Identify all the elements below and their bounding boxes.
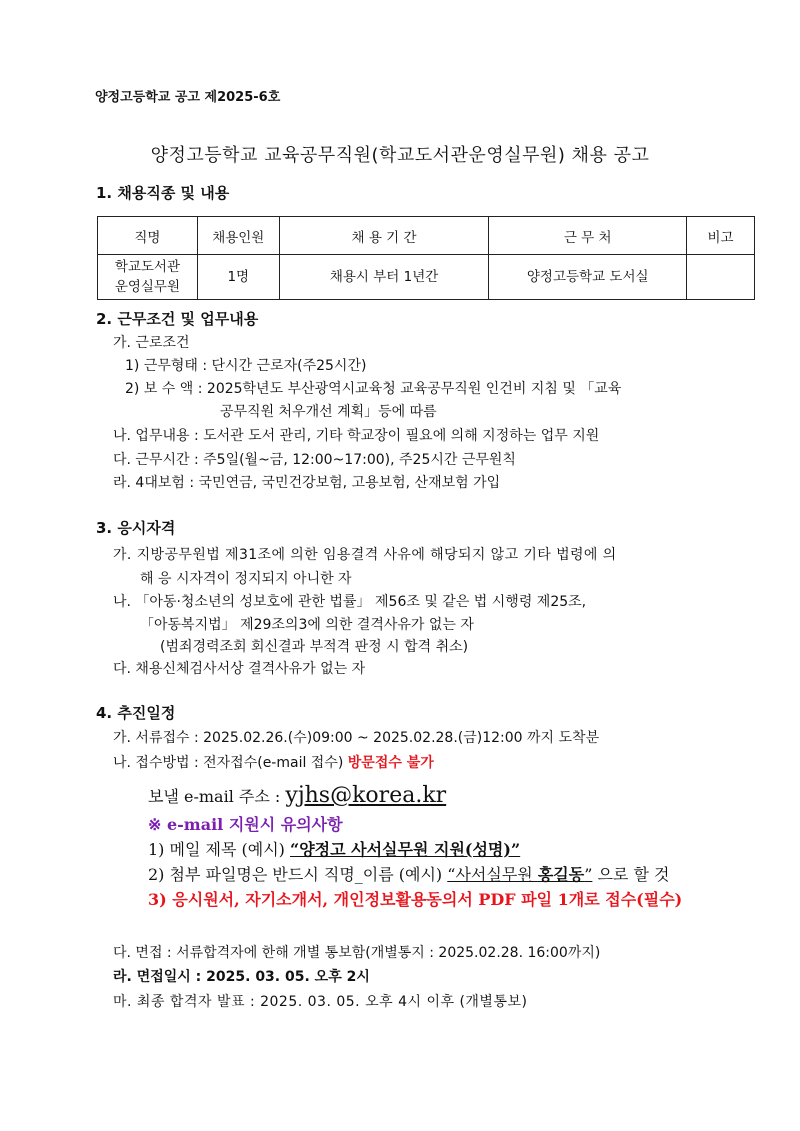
item2-suffix: 으로 할 것 (592, 865, 670, 884)
document-number: 양정고등학교 공고 제2025-6호 (95, 90, 281, 105)
s4-na (113, 754, 434, 772)
email-label: 보낼 e-mail 주소 : (148, 787, 286, 806)
visit-not-allowed-warning: 방문접수 불가 (347, 755, 434, 771)
position-line-2: 운영실무원 (114, 279, 181, 295)
s3-ga-line2: 해 응 시자격이 정지되지 아니한 자 (140, 571, 352, 587)
item2-example-name: 홍길동 (537, 865, 585, 884)
s2-ga: 가. 근로조건 (113, 335, 190, 351)
s2-ga-1: 1) 근무형태 : 단시간 근로자(주25시간) (125, 358, 367, 374)
cell-note (687, 255, 755, 300)
section-2-heading: 2. 근무조건 및 업무내용 (96, 310, 259, 328)
cell-count: 1명 (197, 255, 279, 300)
email-line (148, 784, 446, 809)
page-title: 양정고등학교 교육공무직원(학교도서관운영실무원) 채용 공고 (150, 145, 650, 166)
email-item-3 (148, 891, 682, 909)
s2-ra: 라. 4대보험 : 국민연금, 국민건강보험, 고용보험, 산재보험 가입 (113, 475, 501, 491)
s3-na-line1: 나. 「아동·청소년의 성보호에 관한 법률」 제56조 및 같은 법 시행령 제25조, (113, 594, 587, 610)
s3-na-line3: (범죄경력조회 회신결과 부적격 판정 시 합격 취소) (160, 639, 469, 655)
header-count: 채용인원 (197, 217, 279, 255)
email-address-link[interactable]: yjhs@korea.kr (285, 783, 447, 808)
s3-ga-line1: 가. 지방공무원법 제31조에 의한 임용결격 사유에 해당되지 않고 기타 법령에 의 (113, 547, 617, 563)
table-header-row (98, 217, 755, 255)
item2-example-a: “사서실무원 (447, 865, 538, 884)
email-item-1 (148, 841, 520, 859)
cell-position (98, 255, 198, 300)
s2-da: 다. 근무시간 : 주5일(월~금, 12:00~17:00), 주25시간 근무원칙 (113, 452, 516, 468)
s4-ra: 라. 면접일시 : 2025. 03. 05. 오후 2시 (113, 969, 370, 985)
item3-prefix: 3) (148, 890, 173, 909)
s4-ma: 마. 최종 합격자 발표 : 2025. 03. 05. 오후 4시 이후 (개별통보) (113, 994, 528, 1010)
item1-prefix: 1) 메일 제목 (예시) (148, 840, 290, 859)
header-note: 비고 (687, 217, 755, 255)
email-item-2 (148, 866, 669, 884)
section-4-heading: 4. 추진일정 (96, 704, 176, 722)
item2-example (447, 865, 592, 884)
item3-text: 응시원서, 자기소개서, 개인정보활용동의서 PDF 파일 1개로 접수(필수) (172, 890, 683, 909)
s2-ga-2-line2: 공무직원 처우개선 계획」등에 따름 (220, 404, 437, 420)
header-workplace: 근 무 처 (489, 217, 687, 255)
item1-example: “양정고 사서실무원 지원(성명)” (290, 840, 521, 859)
header-period: 채 용 기 간 (279, 217, 489, 255)
s2-na: 나. 업무내용 : 도서관 도서 관리, 기타 학교장이 필요에 의해 지정하는 업무 지원 (113, 428, 600, 444)
table-row (98, 255, 755, 300)
recruitment-table (97, 216, 755, 300)
cell-workplace: 양정고등학교 도서실 (489, 255, 687, 300)
s2-ga-2-line1: 2) 보 수 액 : 2025학년도 부산광역시교육청 교육공무직원 인건비 지침 및 「교육 (125, 381, 622, 397)
email-notice-heading: ※ e-mail 지원시 유의사항 (148, 815, 343, 834)
section-3-heading: 3. 응시자격 (96, 519, 176, 537)
s4-da: 다. 면접 : 서류합격자에 한해 개별 통보함(개별통지 : 2025.02.28. 16:00까지) (113, 945, 601, 961)
item2-example-c: ” (584, 865, 593, 884)
section-1-heading: 1. 채용직종 및 내용 (96, 184, 230, 202)
s3-da: 다. 채용신체검사서상 결격사유가 없는 자 (113, 661, 366, 677)
position-line-1: 학교도서관 (114, 259, 181, 275)
item2-prefix: 2) 첨부 파일명은 반드시 직명_이름 (예시) (148, 865, 448, 884)
cell-period: 채용시 부터 1년간 (279, 255, 489, 300)
s3-na-line2: 「아동복지법」 제29조의3에 의한 결격사유가 없는 자 (140, 617, 474, 633)
s4-na-text: 나. 접수방법 : 전자접수(e-mail 접수) (113, 755, 348, 771)
header-position: 직명 (98, 217, 198, 255)
s4-ga: 가. 서류접수 : 2025.02.26.(수)09:00 ~ 2025.02.28.(금)12:00 까지 도착분 (113, 730, 600, 746)
